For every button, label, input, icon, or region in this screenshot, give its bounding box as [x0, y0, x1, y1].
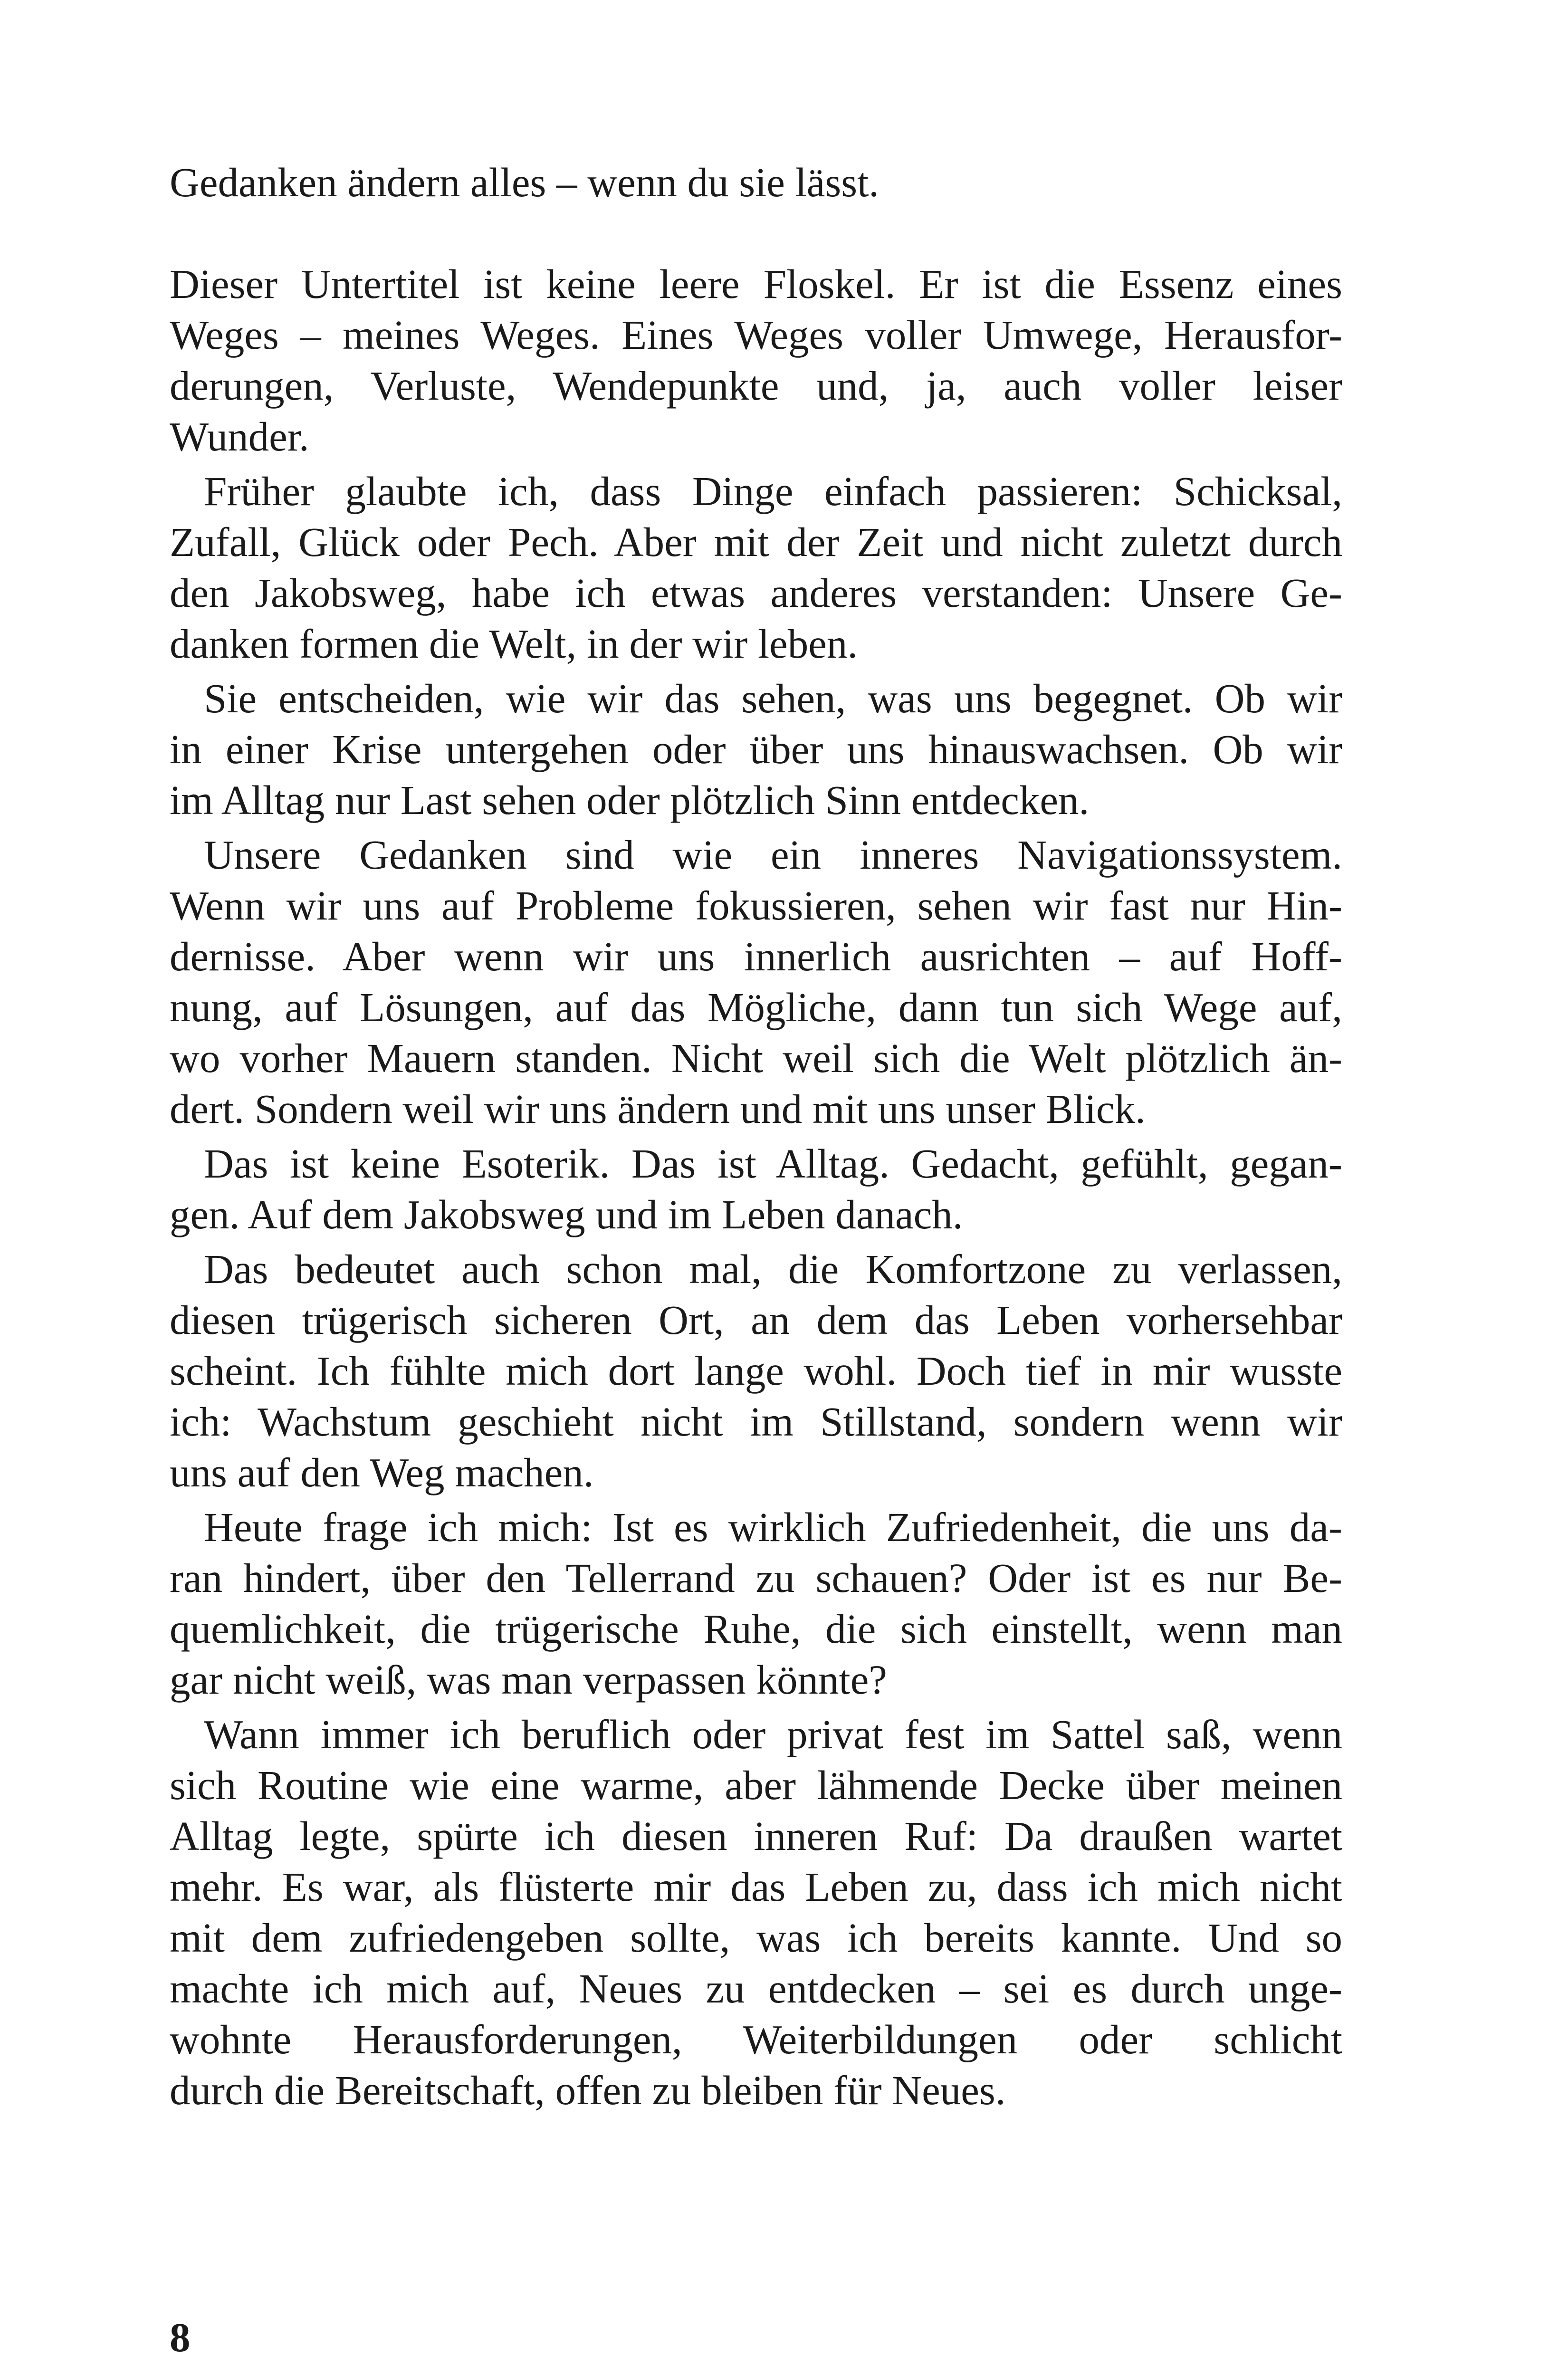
text-line: nung, auf Lösungen, auf das Mögliche, dann tun sich Wege auf, — [170, 984, 1342, 1030]
text-line: Sie entscheiden, wie wir das sehen, was uns begegnet. Ob wir — [204, 675, 1342, 721]
text-line: Das bedeutet auch schon mal, die Komfortzone zu verlassen, — [204, 1246, 1342, 1292]
text-line: mehr. Es war, als flüsterte mir das Leben zu, dass ich mich nicht — [170, 1864, 1342, 1910]
text-line: machte ich mich auf, Neues zu entdecken – sei es durch unge- — [170, 1965, 1342, 2012]
text-line: Früher glaubte ich, dass Dinge einfach passieren: Schicksal, — [204, 468, 1342, 514]
text-line: wo vorher Mauern standen. Nicht weil sich die Welt plötzlich än- — [170, 1035, 1342, 1081]
text-line: Wenn wir uns auf Probleme fokussieren, sehen wir fast nur Hin- — [170, 882, 1342, 929]
page-body — [170, 157, 1342, 2116]
text-line: mit dem zufriedengeben sollte, was ich bereits kannte. Und so — [170, 1915, 1342, 1961]
text-line: dernisse. Aber wenn wir uns innerlich ausrichten – auf Hoff- — [170, 933, 1342, 979]
text-line: Unsere Gedanken sind wie ein inneres Navigationssystem. — [204, 832, 1342, 878]
text-line: scheint. Ich fühlte mich dort lange wohl. Doch tief in mir wusste — [170, 1348, 1342, 1394]
body-text — [170, 259, 1342, 2116]
text-line: wohnte Herausforderungen, Weiterbildungen oder schlicht — [170, 2016, 1342, 2062]
text-line: danken formen die Welt, in der wir leben. — [170, 621, 858, 667]
text-line: ich: Wachstum geschieht nicht im Stillstand, sondern wenn wir — [170, 1399, 1342, 1445]
text-line: in einer Krise untergehen oder über uns hinauswachsen. Ob wir — [170, 726, 1342, 772]
text-line: im Alltag nur Last sehen oder plötzlich Sinn entdecken. — [170, 777, 1090, 823]
text-line: ran hindert, über den Tellerrand zu schauen? Oder ist es nur Be- — [170, 1555, 1342, 1601]
paragraph — [170, 1502, 1342, 1705]
paragraph — [170, 1709, 1342, 2116]
text-line: derungen, Verluste, Wendepunkte und, ja, auch voller leiser — [170, 363, 1342, 409]
text-line: Wann immer ich beruflich oder privat fest im Sattel saß, wenn — [204, 1711, 1342, 1757]
text-line: gar nicht weiß, was man verpassen könnte? — [170, 1657, 887, 1703]
paragraph — [170, 466, 1342, 669]
paragraph — [170, 673, 1342, 825]
text-line: diesen trügerisch sicheren Ort, an dem das Leben vorhersehbar — [170, 1297, 1342, 1343]
paragraph — [170, 1244, 1342, 1498]
text-line: Zufall, Glück oder Pech. Aber mit der Zeit und nicht zuletzt durch — [170, 519, 1342, 565]
subtitle-line: Gedanken ändern alles – wenn du sie lässt. — [170, 159, 880, 205]
text-line: uns auf den Weg machen. — [170, 1449, 594, 1495]
text-line: Weges – meines Weges. Eines Weges voller Umwege, Herausfor- — [170, 312, 1342, 358]
text-line: durch die Bereitschaft, offen zu bleiben für Neues. — [170, 2067, 1006, 2113]
text-line: quemlichkeit, die trügerische Ruhe, die sich einstellt, wenn man — [170, 1606, 1342, 1652]
page-number: 8 — [170, 2314, 191, 2360]
text-line: sich Routine wie eine warme, aber lähmende Decke über meinen — [170, 1762, 1342, 1808]
text-line: Dieser Untertitel ist keine leere Floskel. Er ist die Essenz eines — [170, 261, 1342, 307]
text-line: gen. Auf dem Jakobsweg und im Leben danach. — [170, 1191, 963, 1237]
paragraph — [170, 259, 1342, 462]
text-line: Wunder. — [170, 413, 309, 460]
text-line: Alltag legte, spürte ich diesen inneren Ruf: Da draußen wartet — [170, 1813, 1342, 1859]
text-line: Das ist keine Esoterik. Das ist Alltag. Gedacht, gefühlt, gegan- — [204, 1140, 1342, 1187]
paragraph — [170, 829, 1342, 1134]
text-line: den Jakobsweg, habe ich etwas anderes verstanden: Unsere Ge- — [170, 570, 1342, 616]
text-line: dert. Sondern weil wir uns ändern und mit uns unser Blick. — [170, 1086, 1146, 1132]
text-line: Heute frage ich mich: Ist es wirklich Zufriedenheit, die uns da- — [204, 1504, 1342, 1550]
paragraph — [170, 1138, 1342, 1240]
